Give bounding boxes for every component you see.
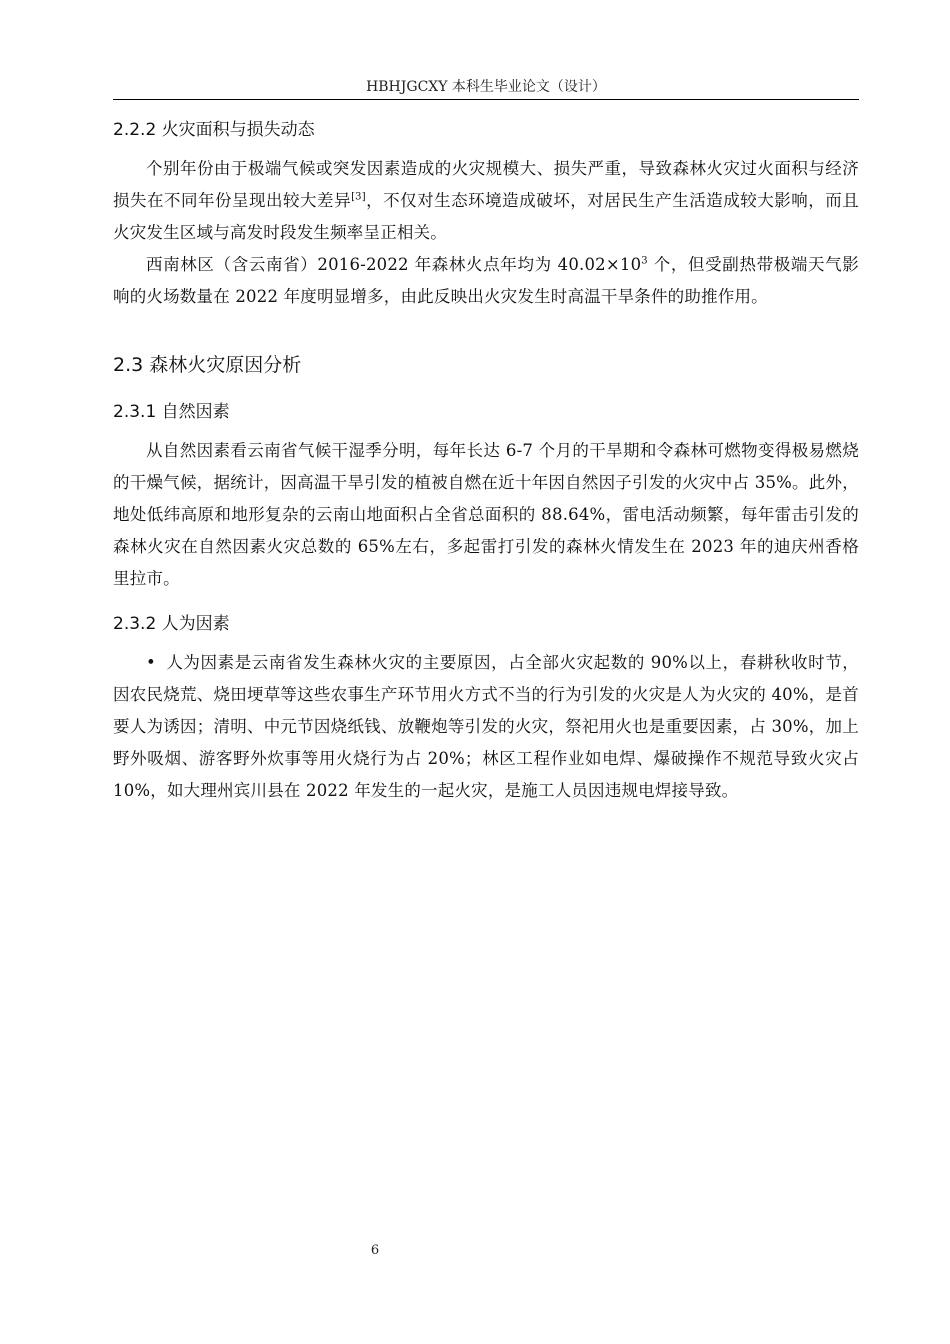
header-rule <box>113 99 859 100</box>
bullet-marker: • <box>146 653 156 672</box>
para-text: 个别年份由于极端气候或突发因素造成的火灾规模大、损失严重，导致森林火灾过火面积与经济损失在不同年份呈现出较大差异 <box>113 159 859 210</box>
paragraph-2-2-2-1 <box>113 153 859 249</box>
paragraph-2-2-2-2 <box>113 249 859 313</box>
paragraph-2-3-1-1: 从自然因素看云南省气候干湿季分明，每年长达 6-7 个月的干旱期和令森林可燃物变得极易燃烧的干燥气候，据统计，因高温干旱引发的植被自燃在近十年因自然因子引发的火灾中占 35%。此外，地处低纬高原和地形复杂的云南山地面积占全省总面积的 88.64%，雷电活动频繁，每年雷击引发的森林火灾在自然因素火灾总数的 65%左右，多起雷打引发的森林火情发生在 2023 年的迪庆州香格里拉市。 <box>113 441 859 588</box>
page-content <box>113 115 859 807</box>
heading-2-2-2: 2.2.2 火灾面积与损失动态 <box>113 120 315 140</box>
heading-2-3: 2.3 森林火灾原因分析 <box>113 354 302 376</box>
superscript: 3 <box>641 255 648 267</box>
page-header: HBHJGCXY 本科生毕业论文（设计） <box>366 79 606 95</box>
para-text: 个，但受副热带极端天气影响的火场数量在 2022 年度明显增多，由此反映出火灾发生时高温干旱条件的助推作用。 <box>113 255 859 306</box>
page-number: 6 <box>370 1243 380 1258</box>
heading-2-3-1: 2.3.1 自然因素 <box>113 402 230 422</box>
heading-2-3-2: 2.3.2 人为因素 <box>113 614 230 634</box>
para-text: 人为因素是云南省发生森林火灾的主要原因，占全部火灾起数的 90%以上，春耕秋收时节，因农民烧荒、烧田埂草等这些农事生产环节用火方式不当的行为引发的火灾是人为火灾的 40%，是首要人为诱因；清明、中元节因烧纸钱、放鞭炮等引发的火灾，祭祀用火也是重要因素，占 30%，加上野外吸烟、游客野外炊事等用火烧行为占 20%；林区工程作业如电焊、爆破操作不规范导致火灾占 10%，如大理州宾川县在 2022 年发生的一起火灾，是施工人员因违规电焊接导致。 <box>113 653 859 800</box>
citation-ref: [3] <box>351 191 366 203</box>
para-text: ，不仅对生态环境造成破坏，对居民生产生活造成较大影响，而且火灾发生区域与高发时段发生频率呈正相关。 <box>113 191 859 242</box>
para-text: 西南林区（含云南省）2016-2022 年森林火点年均为 40.02×10 <box>146 255 642 274</box>
bullet-paragraph-2-3-2-1 <box>113 647 859 807</box>
